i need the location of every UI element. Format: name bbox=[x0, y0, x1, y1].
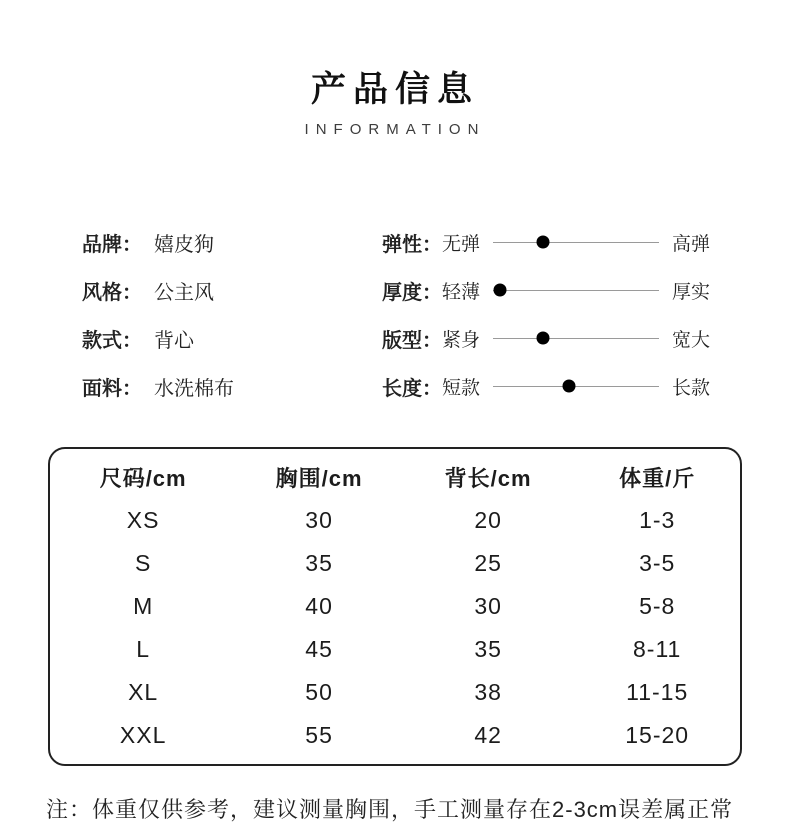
slider-row-length bbox=[382, 362, 710, 410]
attribute-column bbox=[82, 218, 382, 410]
slider-dot bbox=[536, 236, 549, 249]
attribute-row-brand bbox=[82, 218, 382, 266]
table-cell-size: M bbox=[133, 593, 154, 619]
table-cell-size: XL bbox=[128, 679, 159, 705]
table-cell-size: S bbox=[134, 550, 152, 576]
table-cell-chest: 50 bbox=[305, 679, 333, 705]
table-cell-weight: 11-15 bbox=[626, 679, 689, 705]
table-cell-size: XS bbox=[126, 507, 160, 533]
page-subtitle: INFORMATION bbox=[304, 121, 486, 138]
slider-label: 版型： bbox=[382, 329, 442, 352]
attribute-row-fabric bbox=[82, 362, 382, 410]
attribute-value: 背心 bbox=[154, 329, 194, 352]
page-title: 产品信息 bbox=[310, 70, 479, 109]
table-cell-weight: 15-20 bbox=[625, 722, 690, 748]
size-table-header-back: 背长/cm bbox=[444, 466, 532, 491]
slider-right-label: 厚实 bbox=[671, 281, 710, 303]
size-table-header-size: 尺码/cm bbox=[99, 466, 187, 491]
table-cell-back: 38 bbox=[474, 679, 502, 705]
slider-label: 长度： bbox=[382, 377, 442, 400]
slider-track bbox=[493, 386, 659, 387]
attribute-label: 款式： bbox=[82, 329, 142, 352]
table-cell-chest: 40 bbox=[305, 593, 333, 619]
table-cell-back: 35 bbox=[474, 636, 502, 662]
attribute-value: 公主风 bbox=[154, 281, 214, 304]
attribute-row-type bbox=[82, 314, 382, 362]
slider-dot bbox=[536, 332, 549, 345]
slider-left-label: 无弹 bbox=[442, 233, 481, 255]
slider-column bbox=[382, 218, 710, 410]
attribute-label: 面料： bbox=[82, 377, 142, 400]
size-table-header-chest: 胸围/cm bbox=[275, 466, 363, 491]
attribute-label: 风格： bbox=[82, 281, 142, 304]
table-cell-back: 30 bbox=[474, 593, 502, 619]
slider-right-label: 宽大 bbox=[671, 329, 710, 351]
table-cell-back: 20 bbox=[474, 507, 502, 533]
size-table-header-weight: 体重/斤 bbox=[619, 466, 696, 491]
table-cell-chest: 35 bbox=[305, 550, 333, 576]
table-cell-back: 25 bbox=[474, 550, 502, 576]
attribute-value: 水洗棉布 bbox=[154, 377, 234, 400]
slider-row-thickness bbox=[382, 266, 710, 314]
table-cell-weight: 8-11 bbox=[633, 636, 682, 662]
slider-row-elasticity bbox=[382, 218, 710, 266]
slider-track bbox=[493, 242, 659, 243]
slider-label: 厚度： bbox=[382, 281, 442, 304]
slider-dot bbox=[493, 284, 506, 297]
slider-label: 弹性： bbox=[382, 233, 442, 256]
attribute-value: 嬉皮狗 bbox=[154, 233, 214, 256]
slider-right-label: 长款 bbox=[671, 377, 710, 399]
product-specs bbox=[82, 218, 790, 410]
measurement-note: 注：体重仅供参考，建议测量胸围，手工测量存在2-3cm误差属正常 bbox=[46, 797, 734, 822]
slider-row-fit bbox=[382, 314, 710, 362]
table-cell-weight: 1-3 bbox=[639, 507, 676, 533]
table-cell-chest: 55 bbox=[305, 722, 333, 748]
table-cell-size: XXL bbox=[119, 722, 167, 748]
table-cell-chest: 45 bbox=[305, 636, 333, 662]
slider-track bbox=[493, 338, 659, 339]
attribute-label: 品牌： bbox=[82, 233, 142, 256]
slider-dot bbox=[563, 380, 576, 393]
slider-left-label: 紧身 bbox=[442, 329, 481, 351]
page-header bbox=[0, 0, 790, 138]
slider-right-label: 高弹 bbox=[671, 233, 710, 255]
table-cell-weight: 5-8 bbox=[639, 593, 676, 619]
table-cell-chest: 30 bbox=[305, 507, 333, 533]
table-cell-size: L bbox=[136, 636, 151, 662]
size-table bbox=[48, 447, 742, 766]
table-cell-weight: 3-5 bbox=[639, 550, 676, 576]
slider-left-label: 短款 bbox=[442, 377, 481, 399]
table-cell-back: 42 bbox=[474, 722, 502, 748]
slider-left-label: 轻薄 bbox=[442, 281, 481, 303]
slider-track bbox=[493, 290, 659, 291]
attribute-row-style bbox=[82, 266, 382, 314]
